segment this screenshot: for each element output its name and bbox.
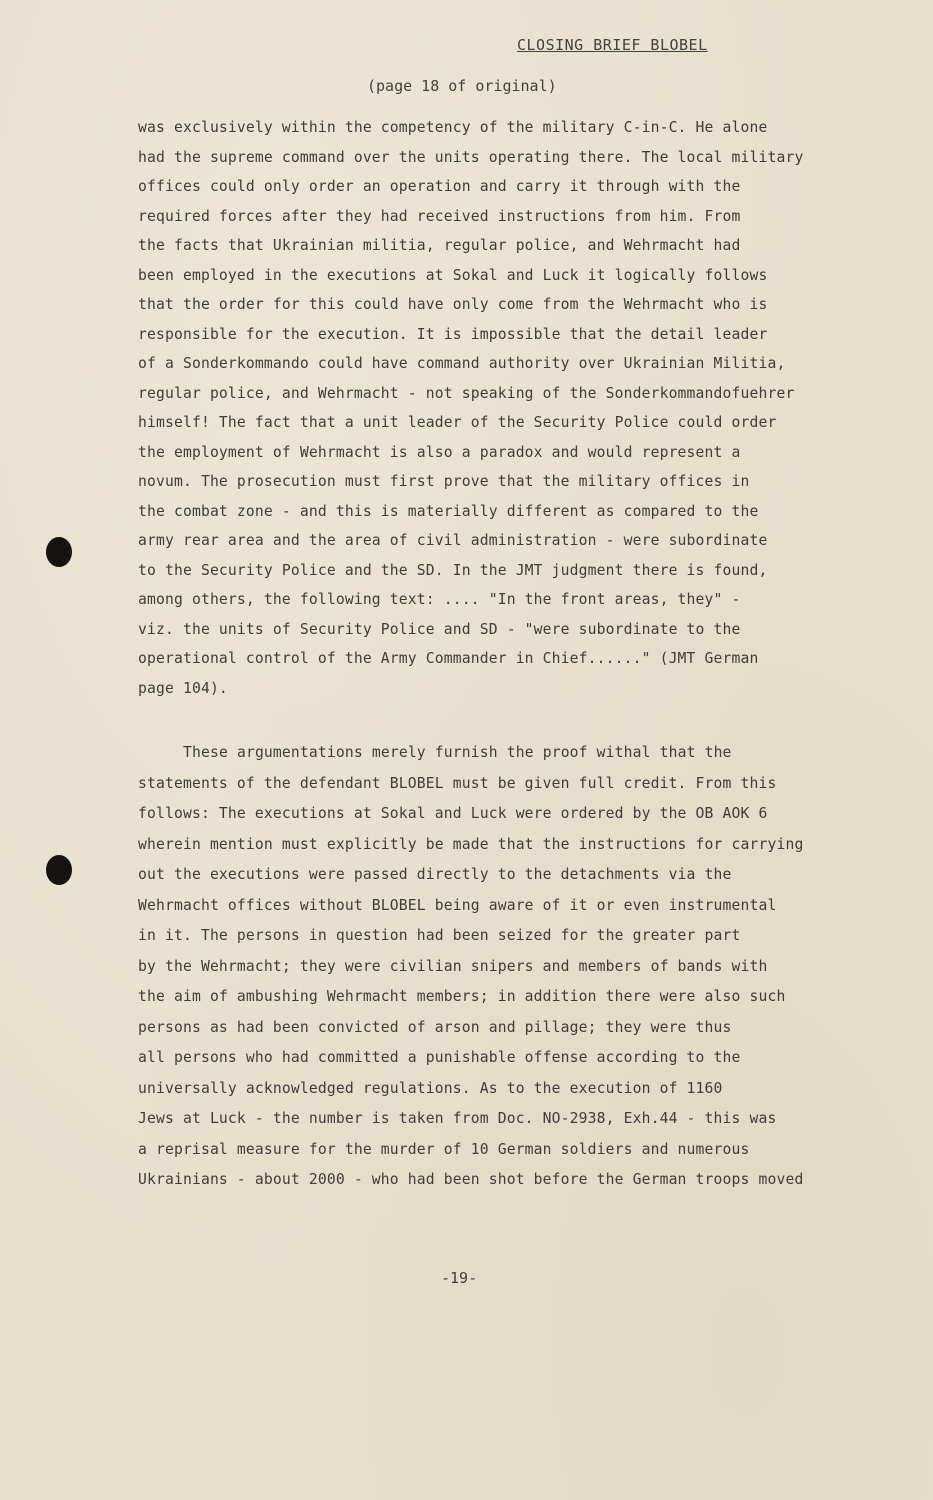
text-line: the combat zone - and this is materially different as compared to the bbox=[138, 502, 759, 520]
document-title: CLOSING BRIEF BLOBEL bbox=[517, 36, 708, 54]
text-line: himself! The fact that a unit leader of the Security Police could order bbox=[138, 414, 777, 431]
text-line: that the order for this could have only come from the Wehrmacht who is bbox=[138, 296, 768, 313]
text-line: follows: The executions at Sokal and Luck were ordered by the OB AOK 6 bbox=[138, 805, 768, 822]
text-line: army rear area and the area of civil administration - were subordinate bbox=[138, 532, 768, 549]
text-line: the employment of Wehrmacht is also a paradox and would represent a bbox=[138, 443, 741, 461]
paragraph-1 bbox=[138, 113, 803, 703]
page-number: -19- bbox=[441, 1269, 478, 1287]
binder-hole bbox=[46, 537, 72, 567]
text-line: was exclusively within the competency of the military C-in-C. He alone bbox=[138, 119, 768, 136]
text-line: novum. The prosecution must first prove that the military offices in bbox=[138, 473, 750, 490]
text-line: operational control of the Army Commander in Chief......" (JMT German bbox=[138, 650, 759, 667]
text-line: wherein mention must explicitly be made that the instructions for carrying bbox=[138, 835, 804, 853]
text-line: regular police, and Wehrmacht - not speaking of the Sonderkommandofuehrer bbox=[138, 384, 795, 402]
text-line: universally acknowledged regulations. As to the execution of 1160 bbox=[138, 1079, 723, 1097]
paragraph-2 bbox=[138, 738, 803, 1196]
binder-hole bbox=[46, 855, 72, 885]
text-line: of a Sonderkommando could have command authority over Ukrainian Militia, bbox=[138, 355, 786, 372]
text-line: by the Wehrmacht; they were civilian snipers and members of bands with bbox=[138, 957, 768, 975]
text-line: page 104). bbox=[138, 679, 228, 697]
text-line: a reprisal measure for the murder of 10 German soldiers and numerous bbox=[138, 1140, 750, 1158]
text-line: statements of the defendant BLOBEL must be given full credit. From this bbox=[138, 774, 777, 792]
text-line: out the executions were passed directly to the detachments via the bbox=[138, 866, 732, 883]
text-line: among others, the following text: .... "In the front areas, they" - bbox=[138, 591, 741, 608]
text-line: the facts that Ukrainian militia, regular police, and Wehrmacht had bbox=[138, 237, 741, 254]
text-line: offices could only order an operation and carry it through with the bbox=[138, 178, 741, 195]
text-line: been employed in the executions at Sokal and Luck it logically follows bbox=[138, 266, 768, 284]
text-line: Jews at Luck - the number is taken from Doc. NO-2938, Exh.44 - this was bbox=[138, 1110, 777, 1127]
text-line: had the supreme command over the units operating there. The local military bbox=[138, 148, 804, 166]
text-line: Ukrainians - about 2000 - who had been shot before the German troops moved bbox=[138, 1171, 804, 1188]
page-reference: (page 18 of original) bbox=[367, 77, 557, 95]
text-line: Wehrmacht offices without BLOBEL being aware of it or even instrumental bbox=[138, 896, 777, 914]
text-line: in it. The persons in question had been seized for the greater part bbox=[138, 927, 741, 944]
text-line: all persons who had committed a punishable offense according to the bbox=[138, 1049, 741, 1066]
text-line: required forces after they had received instructions from him. From bbox=[138, 207, 741, 225]
text-line: These argumentations merely furnish the proof withal that the bbox=[183, 744, 732, 761]
text-line: persons as had been convicted of arson and pillage; they were thus bbox=[138, 1018, 732, 1036]
text-line: responsible for the execution. It is impossible that the detail leader bbox=[138, 325, 768, 343]
text-line: the aim of ambushing Wehrmacht members; in addition there were also such bbox=[138, 988, 786, 1005]
text-line: to the Security Police and the SD. In the JMT judgment there is found, bbox=[138, 561, 768, 579]
text-line: viz. the units of Security Police and SD - "were subordinate to the bbox=[138, 620, 741, 638]
